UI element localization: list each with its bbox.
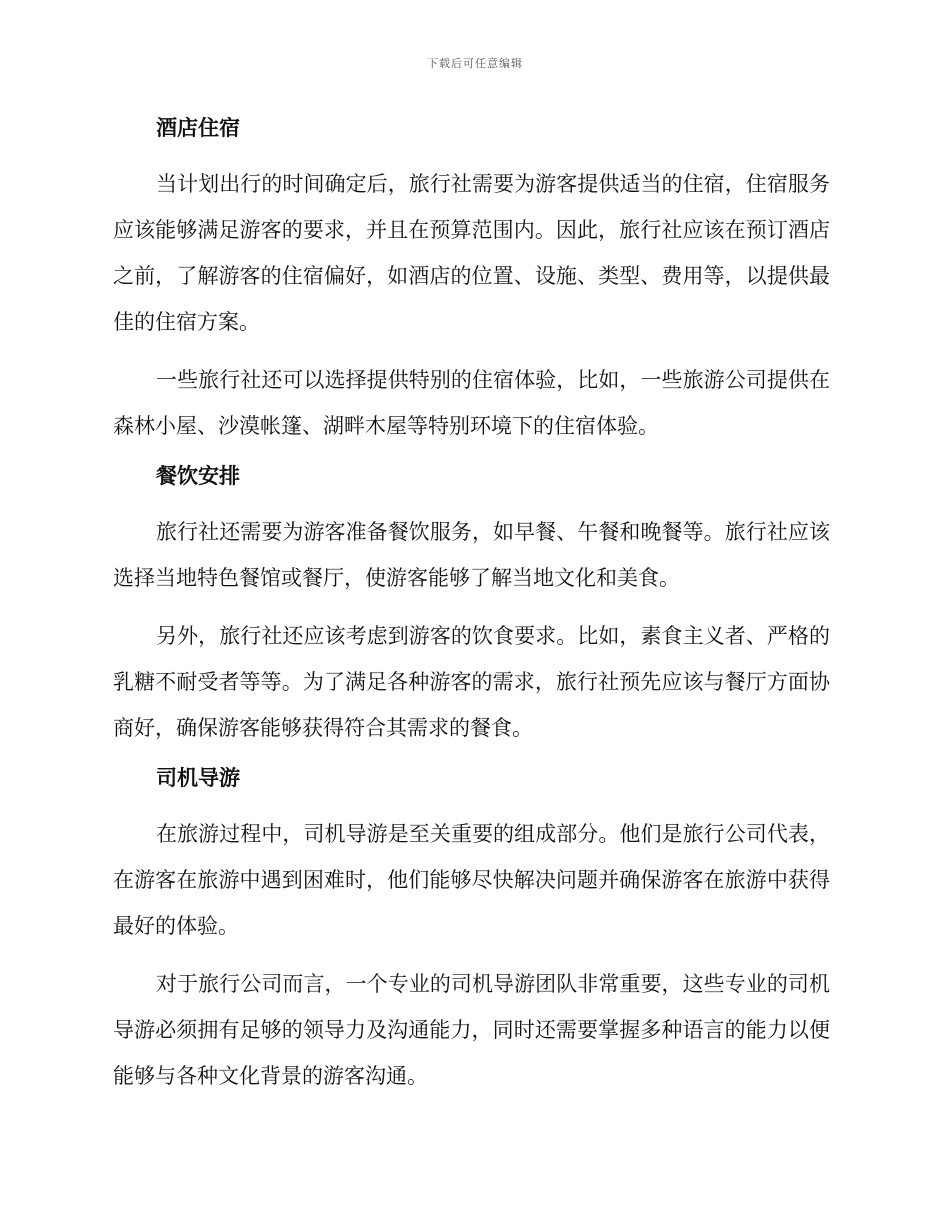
paragraph: 当计划出行的时间确定后，旅行社需要为游客提供适当的住宿，住宿服务应该能够满足游客的要求，并且在预算范围内。因此，旅行社应该在预订酒店之前，了解游客的住宿偏好，如酒店的位置、设施、类型、费用等，以提供最佳的住宿方案。 <box>113 172 830 334</box>
paragraph: 旅行社还需要为游客准备餐饮服务，如早餐、午餐和晚餐等。旅行社应该选择当地特色餐馆或餐厅，使游客能够了解当地文化和美食。 <box>113 520 830 590</box>
paragraph: 一些旅行社还可以选择提供特别的住宿体验，比如，一些旅游公司提供在森林小屋、沙漠帐篷、湖畔木屋等特别环境下的住宿体验。 <box>113 368 830 438</box>
section-hotel <box>113 113 830 449</box>
section-driver-guide <box>113 763 830 1099</box>
paragraph: 在旅游过程中，司机导游是至关重要的组成部分。他们是旅行公司代表，在游客在旅游中遇到困难时，他们能够尽快解决问题并确保游客在旅游中获得最好的体验。 <box>113 822 830 938</box>
paragraph: 另外，旅行社还应该考虑到游客的饮食要求。比如，素食主义者、严格的乳糖不耐受者等等。为了满足各种游客的需求，旅行社预先应该与餐厅方面协商好，确保游客能够获得符合其需求的餐食。 <box>113 624 830 740</box>
paragraph: 对于旅行公司而言，一个专业的司机导游团队非常重要，这些专业的司机导游必须拥有足够的领导力及沟通能力，同时还需要掌握多种语言的能力以便能够与各种文化背景的游客沟通。 <box>113 972 830 1088</box>
section-heading: 酒店住宿 <box>156 116 240 140</box>
section-heading: 司机导游 <box>156 766 240 790</box>
section-dining <box>113 461 830 751</box>
section-heading: 餐饮安排 <box>156 464 240 488</box>
header-note: 下载后可任意编辑 <box>427 57 523 70</box>
document-body <box>113 113 830 1111</box>
